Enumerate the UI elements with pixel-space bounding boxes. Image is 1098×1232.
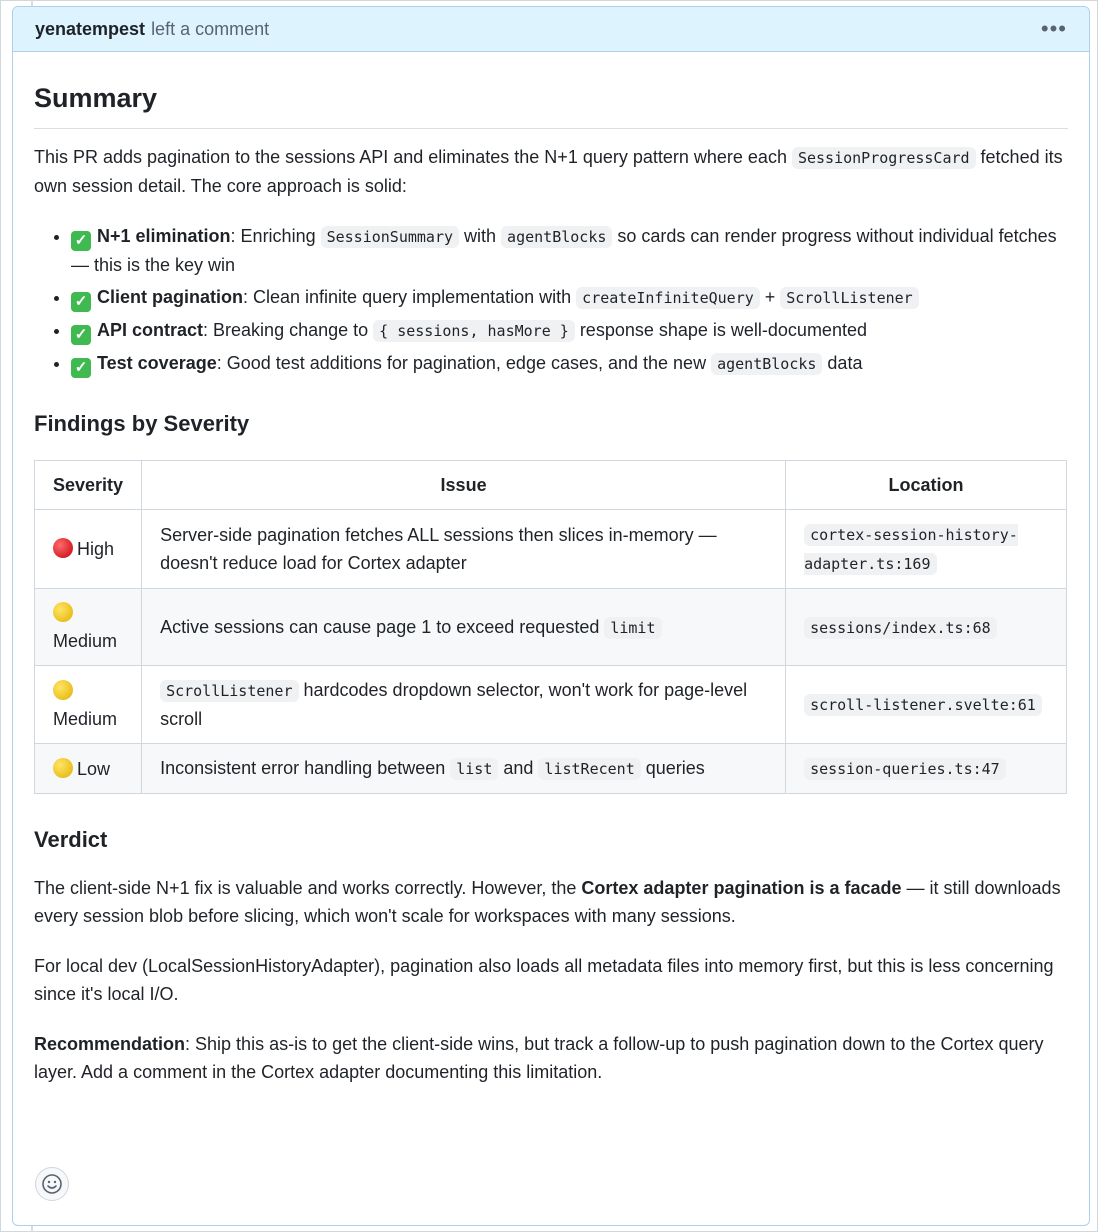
comment-header: [13, 7, 1089, 52]
severity-cell: High: [35, 510, 142, 589]
table-header-row: [35, 461, 1067, 510]
yellow-circle-icon: [53, 602, 73, 622]
summary-intro: This PR adds pagination to the sessions API and eliminates the N+1 query pattern where each SessionProgressCard fetched its own session detail. The core approach is solid:: [34, 147, 1063, 196]
issue-cell: Inconsistent error handling between list and listRecent queries: [142, 744, 786, 794]
issue-cell: Server-side pagination fetches ALL sessions then slices in-memory — doesn't reduce load for Cortex adapter: [142, 510, 786, 589]
smiley-icon: [41, 1173, 63, 1195]
table-row: [35, 744, 1067, 794]
yellow-circle-icon: [53, 758, 73, 778]
table-row: [35, 666, 1067, 744]
column-header-severity: Severity: [35, 461, 142, 510]
issue-cell: Active sessions can cause page 1 to exceed requested limit: [142, 589, 786, 666]
findings-table: [34, 460, 1067, 794]
comment-action-text: left a comment: [151, 18, 270, 39]
severity-cell: Medium: [35, 589, 142, 666]
check-mark-icon: ✓: [71, 292, 91, 312]
list-item: • ✓ API contract: Breaking change to { sessions, hasMore } response shape is well-documented: [71, 316, 1068, 345]
verdict-paragraph-3: Recommendation: Ship this as-is to get the client-side wins, but track a follow-up to push pagination down to the Cortex query layer. Add a comment in the Cortex adapter documenting this limitation.: [34, 1034, 1044, 1082]
check-mark-icon: ✓: [71, 231, 91, 251]
table-row: [35, 510, 1067, 589]
verdict-paragraph-2: For local dev (LocalSessionHistoryAdapter), pagination also loads all metadata files into memory first, but this is less concerning since it's local I/O.: [34, 956, 1054, 1004]
add-reaction-button[interactable]: [35, 1167, 69, 1201]
list-item: • ✓ Test coverage: Good test additions for pagination, edge cases, and the new agentBlocks data: [71, 349, 1068, 378]
comment-author[interactable]: yenatempest: [35, 18, 146, 39]
list-item: • ✓ N+1 elimination: Enriching SessionSummary with agentBlocks so cards can render progress without individual fetches — this is the key win: [71, 222, 1068, 279]
issue-cell: ScrollListener hardcodes dropdown selector, won't work for page-level scroll: [142, 666, 786, 744]
summary-list: [34, 222, 1068, 378]
list-item: • ✓ Client pagination: Clean infinite query implementation with createInfiniteQuery + ScrollListener: [71, 283, 1068, 312]
kebab-horizontal-icon[interactable]: •••: [1040, 16, 1067, 41]
comment-body: [13, 82, 1089, 1086]
location-cell: cortex-session-history-adapter.ts:169: [786, 510, 1067, 589]
severity-cell: Low: [35, 744, 142, 794]
column-header-issue: Issue: [142, 461, 786, 510]
location-cell: session-queries.ts:47: [786, 744, 1067, 794]
severity-cell: Medium: [35, 666, 142, 744]
location-cell: scroll-listener.svelte:61: [786, 666, 1067, 744]
column-header-location: Location: [786, 461, 1067, 510]
verdict-heading: Verdict: [34, 827, 108, 852]
check-mark-icon: ✓: [71, 325, 91, 345]
comment-card: [12, 6, 1090, 1226]
inline-code: SessionProgressCard: [792, 147, 976, 169]
findings-heading: Findings by Severity: [34, 411, 250, 436]
table-row: [35, 589, 1067, 666]
location-cell: sessions/index.ts:68: [786, 589, 1067, 666]
verdict-paragraph-1: The client-side N+1 fix is valuable and works correctly. However, the Cortex adapter pagination is a facade — it still downloads every session blob before slicing, which won't scale for workspaces with many sessions.: [34, 878, 1061, 926]
check-mark-icon: ✓: [71, 358, 91, 378]
red-circle-icon: [53, 538, 73, 558]
summary-heading: Summary: [34, 82, 1068, 129]
yellow-circle-icon: [53, 680, 73, 700]
